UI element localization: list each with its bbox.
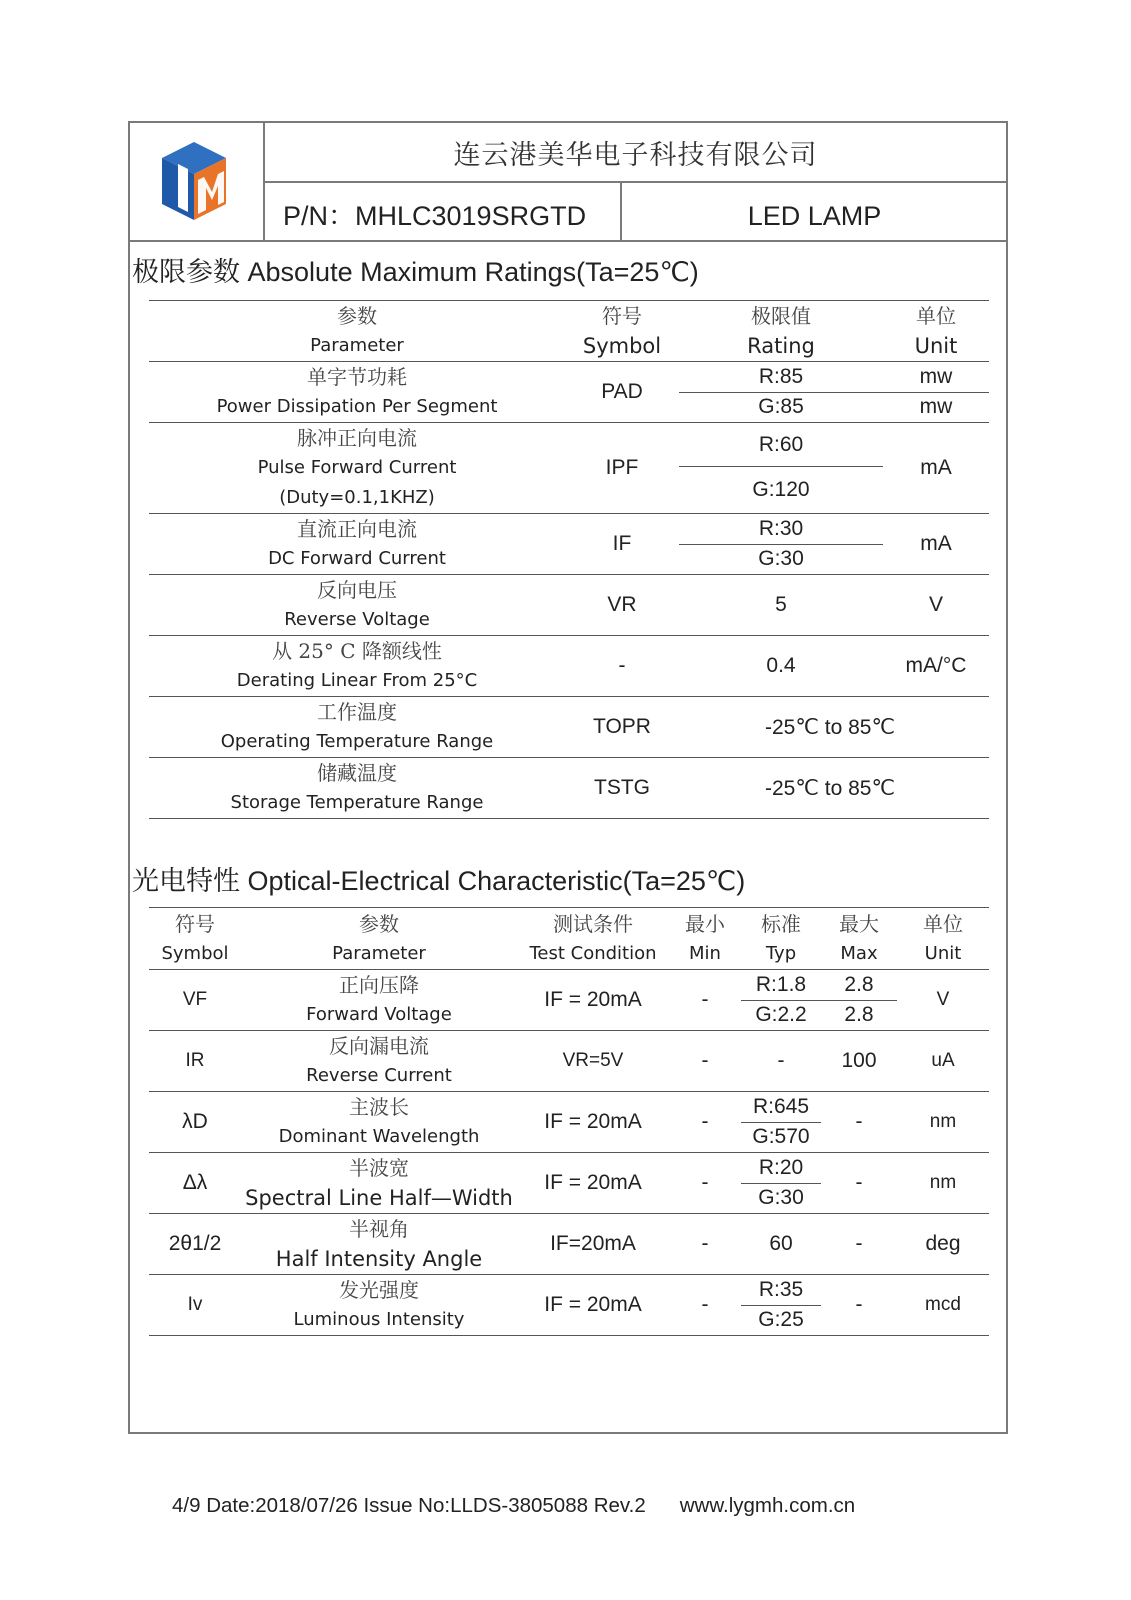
amr-param: 直流正向电流 DC Forward Current <box>149 514 565 575</box>
oec-table <box>149 907 989 1336</box>
amr-header-row <box>149 301 989 362</box>
amr-h-unit: 单位 Unit <box>883 301 989 362</box>
oec-param: 主波长 Dominant Wavelength <box>241 1092 517 1153</box>
amr-param: 工作温度 Operating Temperature Range <box>149 697 565 758</box>
amr-unit: mA/°C <box>883 636 989 697</box>
oec-min: - <box>669 1092 741 1153</box>
oec-test: IF = 20mA <box>517 1275 669 1336</box>
part-number: P/N：MHLC3019SRGTD <box>283 201 587 231</box>
amr-title-cn: 极限参数 <box>132 257 240 288</box>
oec-max: 100 <box>821 1031 897 1092</box>
oec-symbol: IR <box>149 1031 241 1092</box>
oec-h-test: 测试条件 Test Condition <box>517 908 669 970</box>
oec-min: - <box>669 1214 741 1275</box>
amr-h-rating: 极限值 Rating <box>679 301 883 362</box>
amr-param: 单字节功耗 Power Dissipation Per Segment <box>149 362 565 423</box>
amr-symbol: IPF <box>565 423 679 514</box>
oec-typ: - <box>741 1031 821 1092</box>
oec-unit: V <box>897 970 989 1031</box>
oec-unit: deg <box>897 1214 989 1275</box>
oec-max-g: 2.8 <box>821 1000 897 1031</box>
oec-typ-g: G:30 <box>741 1183 821 1214</box>
oec-test: IF = 20mA <box>517 1153 669 1214</box>
oec-max: - <box>821 1153 897 1214</box>
amr-rating: 0.4 <box>679 636 883 697</box>
oec-param: 半波宽 Spectral Line Half—Width <box>241 1153 517 1214</box>
table-row <box>149 575 989 636</box>
oec-symbol: Iv <box>149 1275 241 1336</box>
amr-rating-r: R:85 <box>679 362 883 393</box>
oec-symbol: 2θ1/2 <box>149 1214 241 1275</box>
oec-h-max: 最大 Max <box>821 908 897 970</box>
page-footer <box>172 1492 855 1520</box>
company-name: 连云港美华电子科技有限公司 <box>453 140 818 171</box>
amr-symbol: TOPR <box>565 697 679 758</box>
amr-unit: mA <box>883 514 989 575</box>
oec-max: - <box>821 1092 897 1153</box>
oec-symbol: VF <box>149 970 241 1031</box>
header-divider-v2 <box>620 181 622 241</box>
amr-h-symbol: 符号 Symbol <box>565 301 679 362</box>
oec-typ-r: R:645 <box>741 1092 821 1123</box>
amr-symbol: TSTG <box>565 758 679 819</box>
table-row <box>149 1214 989 1275</box>
footer-info: 4/9 Date:2018/07/26 Issue No:LLDS-3805088 Rev.2 <box>172 1494 646 1517</box>
table-row <box>149 636 989 697</box>
oec-max: - <box>821 1214 897 1275</box>
oec-unit: nm <box>897 1153 989 1214</box>
amr-unit: mA <box>883 423 989 514</box>
oec-typ-g: G:570 <box>741 1122 821 1153</box>
amr-rating-g: G:30 <box>679 544 883 575</box>
oec-min: - <box>669 970 741 1031</box>
amr-param: 反向电压 Reverse Voltage <box>149 575 565 636</box>
oec-min: - <box>669 1031 741 1092</box>
oec-param: 发光强度 Luminous Intensity <box>241 1275 517 1336</box>
oec-h-typ: 标准 Typ <box>741 908 821 970</box>
oec-typ-g: G:25 <box>741 1305 821 1336</box>
oec-h-min: 最小 Min <box>669 908 741 970</box>
oec-test: VR=5V <box>517 1031 669 1092</box>
amr-h-parameter: 参数 Parameter <box>149 301 565 362</box>
amr-unit-r: mw <box>883 362 989 393</box>
amr-rating-g: G:120 <box>679 467 883 514</box>
amr-rating-g: G:85 <box>679 392 883 423</box>
oec-param: 反向漏电流 Reverse Current <box>241 1031 517 1092</box>
table-row <box>149 970 989 1001</box>
table-row <box>149 1031 989 1092</box>
amr-rating: -25℃ to 85℃ <box>679 697 989 758</box>
oec-symbol: λD <box>149 1092 241 1153</box>
oec-max: - <box>821 1275 897 1336</box>
footer-website: www.lygmh.com.cn <box>679 1494 856 1517</box>
oec-param: 半视角 Half Intensity Angle <box>241 1214 517 1275</box>
amr-symbol: VR <box>565 575 679 636</box>
table-row <box>149 423 989 467</box>
table-row <box>149 1092 989 1123</box>
amr-param: 脉冲正向电流 Pulse Forward Current (Duty=0.1,1KHZ) <box>149 423 565 514</box>
oec-min: - <box>669 1275 741 1336</box>
amr-param: 从 25° C 降额线性 Derating Linear From 25°C <box>149 636 565 697</box>
oec-min: - <box>669 1153 741 1214</box>
amr-unit: V <box>883 575 989 636</box>
table-row <box>149 758 989 819</box>
oec-param: 正向压降 Forward Voltage <box>241 970 517 1031</box>
amr-rating-r: R:30 <box>679 514 883 545</box>
amr-unit-g: mw <box>883 392 989 423</box>
oec-unit: uA <box>897 1031 989 1092</box>
oec-max-r: 2.8 <box>821 970 897 1001</box>
amr-title-en: Absolute Maximum Ratings(Ta=25℃) <box>247 257 699 287</box>
oec-typ-r: R:20 <box>741 1153 821 1184</box>
oec-title <box>132 864 745 899</box>
header-divider-h1 <box>263 181 1008 183</box>
header-divider-h2 <box>128 240 1008 242</box>
oec-typ-r: R:35 <box>741 1275 821 1306</box>
oec-typ-r: R:1.8 <box>741 970 821 1001</box>
table-row <box>149 362 989 393</box>
amr-symbol: IF <box>565 514 679 575</box>
oec-unit: mcd <box>897 1275 989 1336</box>
amr-title <box>132 255 699 290</box>
oec-test: IF=20mA <box>517 1214 669 1275</box>
oec-symbol: Δλ <box>149 1153 241 1214</box>
oec-typ: 60 <box>741 1214 821 1275</box>
oec-header-row <box>149 908 989 970</box>
oec-title-cn: 光电特性 <box>132 866 240 897</box>
amr-rating: 5 <box>679 575 883 636</box>
oec-title-en: Optical-Electrical Characteristic(Ta=25℃) <box>247 866 746 896</box>
oec-h-unit: 单位 Unit <box>897 908 989 970</box>
company-logo <box>158 140 230 222</box>
table-row <box>149 1153 989 1184</box>
oec-h-parameter: 参数 Parameter <box>241 908 517 970</box>
oec-test: IF = 20mA <box>517 970 669 1031</box>
amr-rating-r: R:60 <box>679 423 883 467</box>
table-row <box>149 514 989 545</box>
amr-symbol: PAD <box>565 362 679 423</box>
amr-param: 储藏温度 Storage Temperature Range <box>149 758 565 819</box>
table-row <box>149 697 989 758</box>
oec-typ-g: G:2.2 <box>741 1000 821 1031</box>
oec-unit: nm <box>897 1092 989 1153</box>
table-row <box>149 1275 989 1306</box>
amr-rating: -25℃ to 85℃ <box>679 758 989 819</box>
product-type: LED LAMP <box>747 201 882 231</box>
amr-symbol: - <box>565 636 679 697</box>
oec-h-symbol: 符号 Symbol <box>149 908 241 970</box>
oec-test: IF = 20mA <box>517 1092 669 1153</box>
amr-table <box>149 300 989 819</box>
